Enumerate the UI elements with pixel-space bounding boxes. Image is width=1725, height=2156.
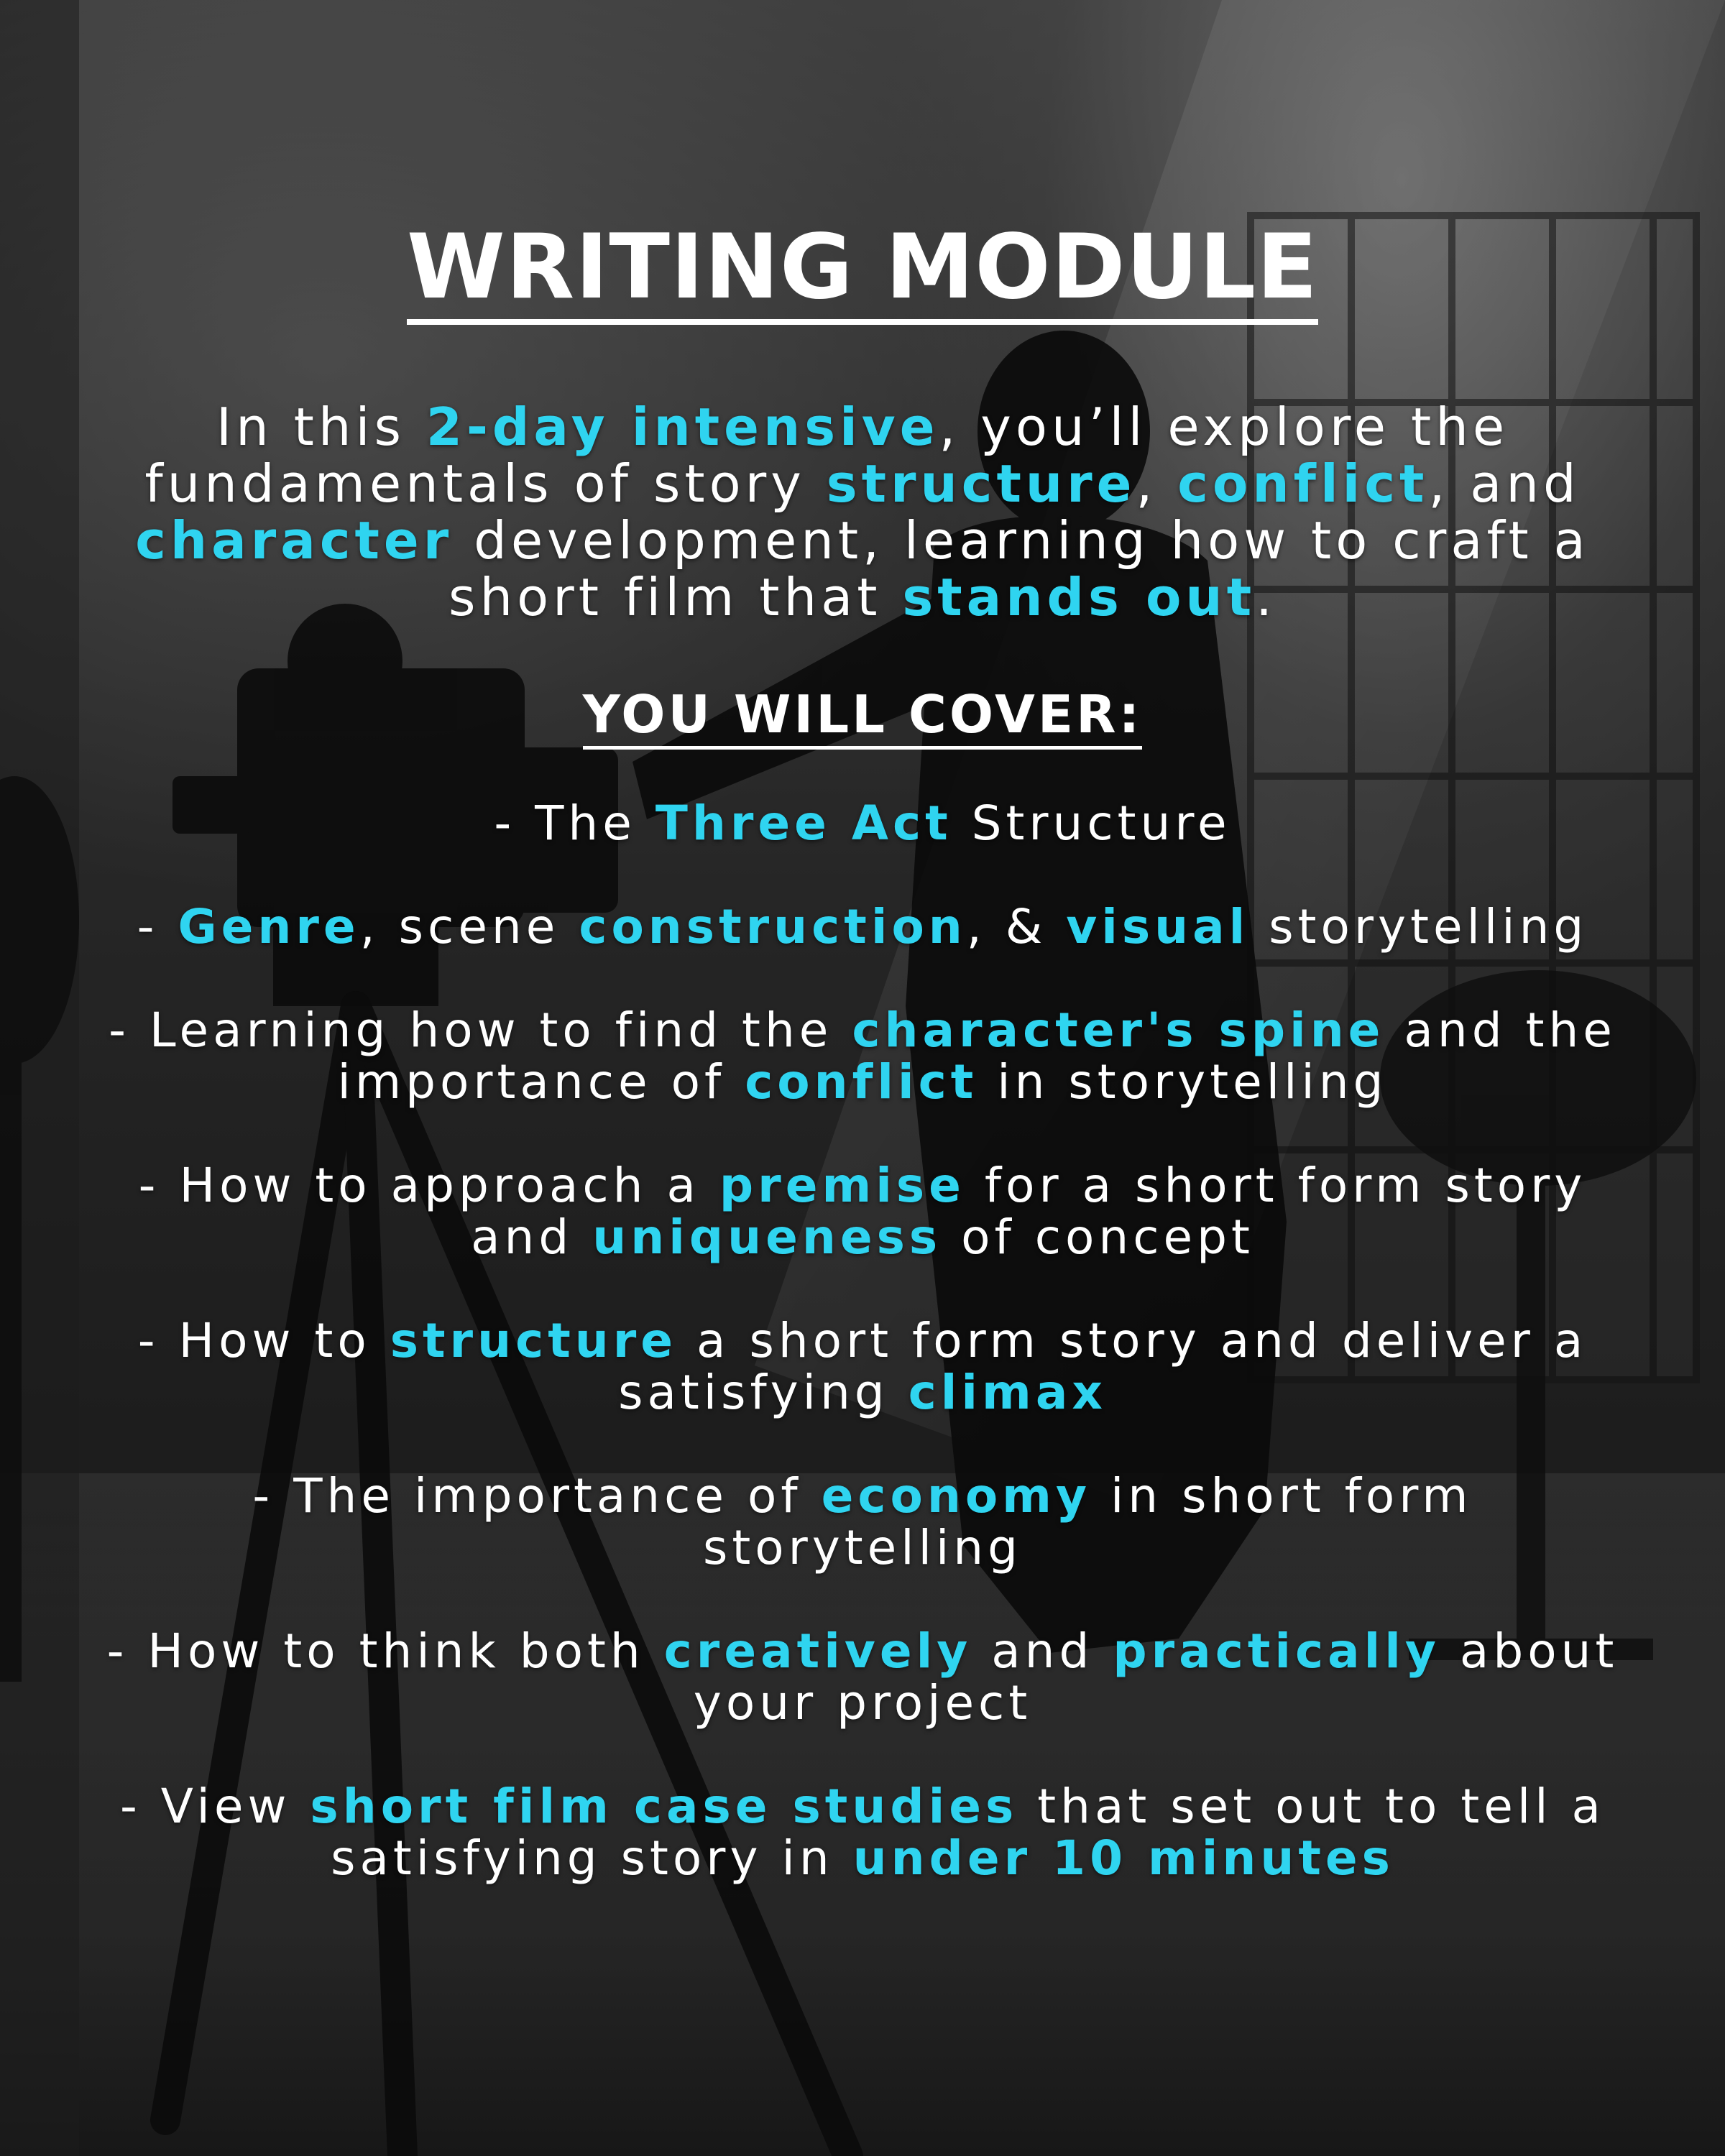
list-item — [86, 1781, 1639, 1884]
body-text: for a short form story and — [471, 1158, 1587, 1265]
highlight-text: Three Act — [655, 796, 952, 851]
list-item — [86, 1470, 1639, 1574]
list-item — [86, 1160, 1639, 1263]
body-text: - How to — [137, 1313, 390, 1368]
body-text: , and — [1428, 453, 1581, 514]
body-text: and — [972, 1623, 1113, 1679]
highlight-text: structure — [826, 453, 1136, 514]
body-text: , scene — [359, 899, 579, 954]
body-text: , you’ll explore the fundamentals of story — [144, 397, 1509, 514]
highlight-text: short film case studies — [310, 1779, 1018, 1834]
section-heading-text: YOU WILL COVER: — [583, 688, 1143, 750]
highlight-text: conflict — [745, 1054, 978, 1110]
highlight-text: economy — [821, 1468, 1091, 1524]
body-text: that set out to tell a satisfying story in — [331, 1779, 1605, 1886]
body-text: storytelling — [1249, 899, 1588, 954]
highlight-text: creatively — [663, 1623, 972, 1679]
section-heading — [0, 684, 1725, 750]
highlight-text: stands out — [902, 567, 1256, 627]
body-text: of concept — [942, 1210, 1254, 1265]
highlight-text: uniqueness — [592, 1210, 942, 1265]
title-text: WRITING MODULE — [407, 223, 1318, 325]
body-text: Structure — [952, 796, 1231, 851]
body-text: In this — [216, 397, 426, 457]
list-item — [86, 1315, 1639, 1419]
highlight-text: 2-day intensive — [426, 397, 939, 457]
body-text: - The — [494, 796, 656, 851]
body-text: - How to approach a — [138, 1158, 719, 1213]
list-item — [86, 1005, 1639, 1108]
body-text: about your project — [693, 1623, 1619, 1731]
highlight-text: practically — [1113, 1623, 1440, 1679]
body-text: - How to think both — [106, 1623, 664, 1679]
highlight-text: character's spine — [852, 1003, 1385, 1058]
body-text: - — [137, 899, 178, 954]
highlight-text: under 10 minutes — [852, 1830, 1394, 1886]
highlight-text: Genre — [178, 899, 360, 954]
body-text: and the importance of — [337, 1003, 1616, 1110]
body-text: , — [1136, 453, 1178, 514]
body-text: in storytelling — [978, 1054, 1388, 1110]
highlight-text: visual — [1066, 899, 1250, 954]
body-text: , & — [966, 899, 1067, 954]
highlight-text: structure — [390, 1313, 678, 1368]
body-text: development, learning how to craft a short film that — [448, 510, 1590, 627]
highlight-text: climax — [908, 1365, 1107, 1420]
highlight-text: conflict — [1177, 453, 1429, 514]
body-text: - View — [120, 1779, 310, 1834]
list-item — [86, 1623, 1639, 1731]
body-text: - The importance of — [252, 1468, 822, 1524]
list-item — [86, 798, 1639, 849]
list-item — [86, 901, 1639, 953]
body-text: a short form story and deliver a satisfying — [618, 1313, 1588, 1420]
intro-paragraph — [122, 399, 1603, 626]
highlight-text: character — [135, 510, 454, 571]
body-text: . — [1256, 567, 1276, 627]
cover-list — [86, 798, 1639, 1936]
body-text: - Learning how to find the — [109, 1003, 852, 1058]
highlight-text: premise — [719, 1158, 965, 1213]
highlight-text: construction — [579, 899, 967, 954]
page-title — [0, 216, 1725, 325]
body-text: in short form storytelling — [702, 1468, 1473, 1575]
